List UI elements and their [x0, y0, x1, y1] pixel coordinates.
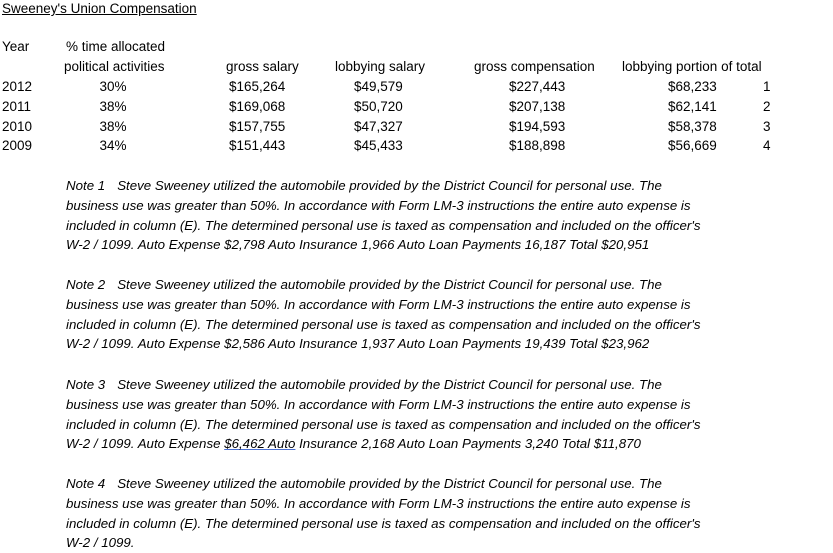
cell-year: 2011	[2, 99, 32, 114]
cell-pct: 34%	[99, 138, 127, 153]
cell-gross-comp: $207,138	[509, 99, 566, 114]
note-label: Note 1	[66, 178, 106, 193]
cell-gross-comp: $188,898	[509, 138, 566, 153]
note-line: Steve Sweeney utilized the automobile provided by the District Council for personal use. The	[117, 377, 662, 392]
header-gross-salary: gross salary	[226, 59, 299, 74]
note-2	[66, 275, 826, 354]
note-line: included in column (E). The determined personal use is taxed as compensation and included on the officer's	[66, 416, 701, 432]
note-line: included in column (E). The determined personal use is taxed as compensation and included on the officer's	[66, 217, 701, 233]
note-line: Steve Sweeney utilized the automobile provided by the District Council for personal use. The	[117, 476, 662, 491]
cell-lobbying-salary: $47,327	[354, 119, 403, 134]
note-line: Steve Sweeney utilized the automobile provided by the District Council for personal use. The	[117, 178, 662, 193]
note-line: included in column (E). The determined personal use is taxed as compensation and included on the officer's	[66, 515, 701, 531]
cell-lobbying-portion: $58,378	[668, 119, 717, 134]
note-line: business use was greater than 50%. In accordance with Form LM-3 instructions the entire auto expense is	[66, 495, 691, 511]
note-4	[66, 474, 826, 553]
note-3	[66, 375, 826, 454]
note-line: business use was greater than 50%. In accordance with Form LM-3 instructions the entire auto expense is	[66, 396, 691, 412]
cell-pct: 38%	[99, 119, 127, 134]
cell-gross-salary: $157,755	[229, 119, 286, 134]
header-year: Year	[2, 39, 30, 54]
note-line-part: Insurance 2,168 Auto Loan Payments 3,240 Total $11,870	[295, 436, 641, 452]
cell-pct: 30%	[99, 79, 127, 94]
cell-year: 2012	[2, 79, 33, 94]
note-label: Note 3	[66, 377, 106, 392]
header-lobbying-portion: lobbying portion of total	[622, 59, 762, 74]
cell-gross-comp: $194,593	[509, 119, 566, 134]
cell-gross-salary: $165,264	[229, 79, 286, 94]
note-label: Note 2	[66, 277, 106, 292]
cell-note-ref: 4	[763, 138, 771, 153]
cell-lobbying-salary: $45,433	[354, 138, 403, 153]
cell-year: 2009	[2, 138, 33, 153]
cell-lobbying-salary: $49,579	[354, 79, 403, 94]
note-line: business use was greater than 50%. In accordance with Form LM-3 instructions the entire auto expense is	[66, 197, 691, 213]
cell-gross-salary: $151,443	[229, 138, 286, 153]
cell-lobbying-portion: $68,233	[668, 79, 717, 94]
document-title: Sweeney's Union Compensation	[2, 1, 197, 16]
note-line-part: W-2 / 1099. Auto Expense	[66, 436, 225, 452]
header-pct-line1: % time allocated	[66, 39, 166, 54]
cell-gross-salary: $169,068	[229, 99, 286, 114]
cell-gross-comp: $227,443	[509, 79, 566, 94]
cell-note-ref: 1	[763, 79, 771, 94]
cell-year: 2010	[2, 119, 33, 134]
cell-pct: 38%	[99, 99, 127, 114]
header-pct-line2: political activities	[64, 59, 165, 74]
cell-note-ref: 2	[763, 99, 771, 114]
note-line: included in column (E). The determined personal use is taxed as compensation and included on the officer's	[66, 316, 701, 332]
cell-lobbying-portion: $62,141	[668, 99, 717, 114]
cell-lobbying-salary: $50,720	[354, 99, 403, 114]
flagged-text: $6,462 Auto	[224, 436, 296, 452]
note-label: Note 4	[66, 476, 106, 491]
note-1	[66, 176, 826, 255]
cell-note-ref: 3	[763, 119, 771, 134]
note-line	[66, 434, 826, 454]
cell-lobbying-portion: $56,669	[668, 138, 717, 153]
note-line: W-2 / 1099. Auto Expense $2,586 Auto Insurance 1,937 Auto Loan Payments 19,439 Total $23,962	[66, 336, 650, 352]
header-gross-compensation: gross compensation	[474, 59, 595, 74]
note-line: business use was greater than 50%. In accordance with Form LM-3 instructions the entire auto expense is	[66, 296, 691, 312]
note-line: Steve Sweeney utilized the automobile provided by the District Council for personal use. The	[117, 277, 662, 292]
note-line: W-2 / 1099. Auto Expense $2,798 Auto Insurance 1,966 Auto Loan Payments 16,187 Total $20,951	[66, 237, 650, 253]
header-lobbying-salary: lobbying salary	[335, 59, 426, 74]
note-line: W-2 / 1099.	[66, 535, 135, 551]
